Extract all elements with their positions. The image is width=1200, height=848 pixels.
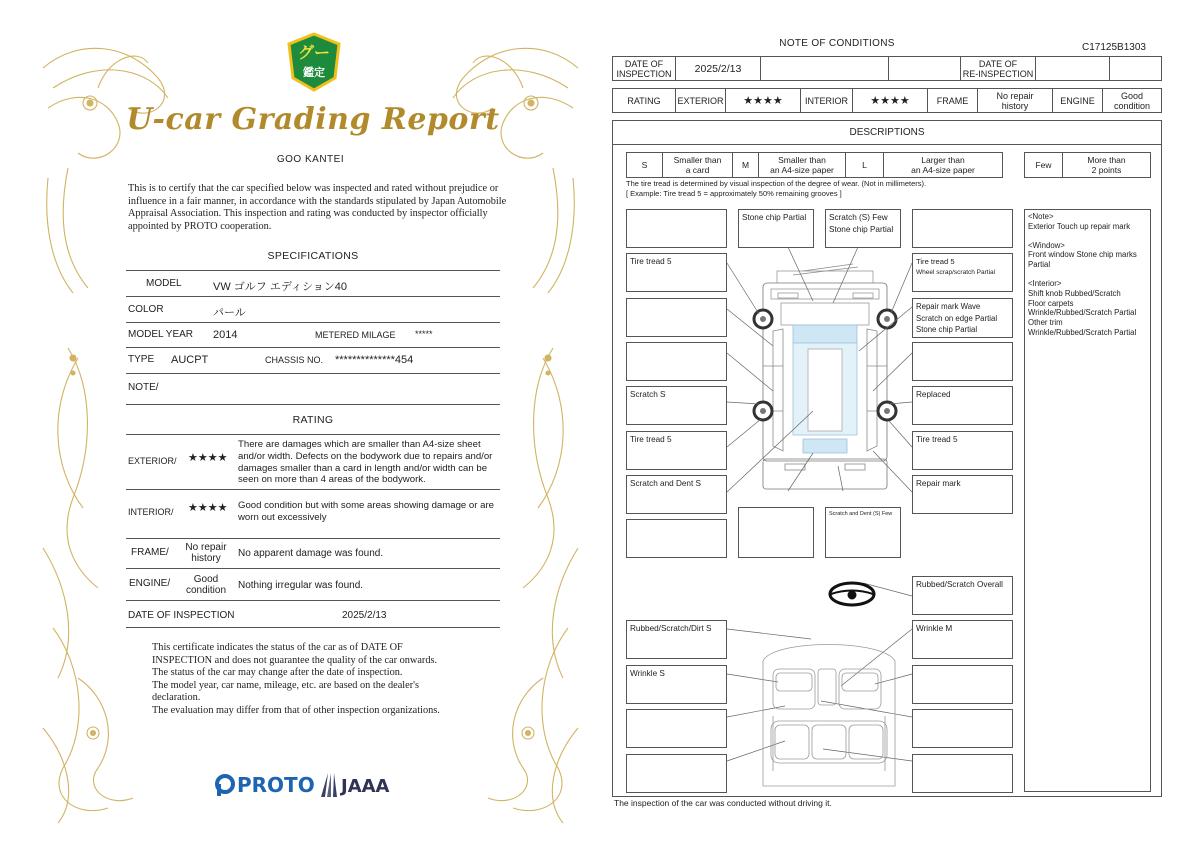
interior-line: Shift knob Rubbed/Scratch	[1028, 288, 1121, 298]
legend-l-desc: Larger than an A4-size paper	[884, 153, 1003, 178]
condition-box: Scratch (S) Few Stone chip Partial	[825, 209, 901, 248]
engine-label: ENGINE	[1053, 89, 1103, 113]
date-of-reinspection-value	[1036, 57, 1110, 81]
interior-label: INTERIOR	[801, 89, 853, 113]
frame-label: FRAME	[928, 89, 978, 113]
exterior-stars: ★★★★	[726, 89, 801, 113]
type-label: TYPE	[128, 354, 155, 365]
color-value: パール	[213, 307, 246, 319]
condition-box: Repair mark Wave Scratch on edge Partial Stone chip Partial	[912, 298, 1013, 338]
divider	[126, 296, 500, 297]
date-of-reinspection-label: DATE OF RE-INSPECTION	[961, 57, 1036, 81]
type-value: AUCPT	[171, 354, 209, 366]
date-of-inspection-value: 2025/2/13	[676, 57, 761, 81]
divider	[126, 373, 500, 374]
condition-box: Rubbed/Scratch/Dirt S	[626, 620, 727, 659]
badge-text: 鑑定	[303, 66, 325, 79]
engine-description: Nothing irregular was found.	[238, 580, 364, 591]
rating-table	[612, 88, 1162, 113]
disclaimer-text: This certificate indicates the status of the car as of DATE OF INSPECTION and does not guarantee the quality of the car onwards. The status of the car may change after the date of inspection. The model year, car name, mileage, etc. are based on the dealer's declaration. The evaluation may differ from that of other inspection organizations.	[152, 642, 440, 716]
condition-box: Tire tread 5	[912, 431, 1013, 470]
divider	[126, 568, 500, 569]
tire-icon	[754, 310, 896, 420]
legend-m: M	[733, 153, 759, 178]
frame-description: No apparent damage was found.	[238, 548, 384, 559]
frame-value: No repair history	[978, 89, 1053, 113]
window-line: Front window Stone chip marks Partial	[1028, 250, 1137, 270]
note-line: Exterior Touch up repair mark	[1028, 221, 1131, 231]
svg-text:PROTO: PROTO	[237, 773, 315, 797]
engine-label: ENGINE/	[129, 578, 171, 589]
interior-line: Wrinkle/Rubbed/Scratch Partial	[1028, 327, 1137, 337]
windshield-glass	[793, 325, 857, 343]
few-legend	[1024, 152, 1151, 178]
jaaa-logo-icon	[321, 773, 390, 797]
interior-header: <Interior>	[1028, 278, 1062, 288]
condition-box: Rubbed/Scratch Overall	[912, 576, 1013, 615]
date-of-inspection-value: 2025/2/13	[342, 610, 387, 621]
empty-cell	[761, 57, 889, 81]
inspection-date-table	[612, 56, 1162, 81]
exterior-label: EXTERIOR	[676, 89, 726, 113]
note-of-conditions	[612, 34, 1164, 814]
exterior-label: EXTERIOR/	[128, 456, 177, 466]
condition-box	[626, 754, 727, 793]
chassis-value: **************454	[335, 354, 414, 366]
divider	[126, 270, 500, 271]
condition-box: Tire tread 5	[626, 253, 727, 292]
empty-cell	[889, 57, 961, 81]
interior-label: INTERIOR/	[128, 507, 174, 517]
steering-wheel-icon	[830, 583, 874, 605]
chassis-label: CHASSIS NO.	[265, 355, 324, 365]
condition-box	[626, 209, 727, 248]
svg-text:グー: グー	[297, 43, 331, 62]
model-label: MODEL	[146, 278, 182, 289]
engine-value: Good condition	[1103, 89, 1162, 113]
condition-box	[912, 342, 1013, 381]
window-header: <Window>	[1028, 240, 1065, 250]
exterior-stars: ★★★★	[188, 452, 228, 464]
date-of-inspection-label: DATE OF INSPECTION	[613, 57, 676, 81]
interior-description: Good condition but with some areas showing damage or are worn out excessively	[238, 500, 494, 523]
exterior-description: There are damages which are smaller than A4-size sheet and/or width. Defects on the bodywork due to repairs and/or damages smaller than a card in length and/or width can be seen on more than 4 areas of the bodywork.	[238, 439, 493, 486]
model-year-label: MODEL YEAR	[128, 329, 194, 340]
certify-text: This is to certify that the car specified below was inspected and rated without prejudice or influence in a fair manner, in accordance with the standards stipulated by Japan Automobile Appraisal Association. This inspection and rating was conducted by inspector officially appointed by PROTO cooperation.	[128, 183, 507, 232]
divider	[126, 404, 500, 405]
report-subtitle: GOO KANTEI	[276, 154, 345, 165]
condition-box: Wrinkle M	[912, 620, 1013, 659]
model-year-value: 2014	[213, 329, 238, 341]
center-panel	[808, 349, 842, 431]
interior-line: Floor carpets	[1028, 298, 1074, 308]
legend-few-desc: More than 2 points	[1063, 153, 1151, 178]
rear-glass	[803, 439, 847, 453]
condition-box	[626, 709, 727, 748]
roof-glass	[793, 343, 857, 435]
divider	[126, 434, 500, 435]
proto-logo-icon	[217, 773, 315, 797]
condition-box	[912, 665, 1013, 704]
condition-box: Scratch S	[626, 386, 727, 425]
svg-text:JAAA: JAAA	[341, 776, 390, 797]
note-label: NOTE/	[128, 382, 159, 393]
condition-box	[626, 342, 727, 381]
legend-l: L	[846, 153, 884, 178]
goo-kantei-badge-icon	[285, 32, 343, 92]
condition-box	[912, 754, 1013, 793]
legend-s-desc: Smaller than a card	[663, 153, 733, 178]
legend-few: Few	[1025, 153, 1063, 178]
conditions-title: NOTE OF CONDITIONS	[779, 38, 895, 49]
condition-box: Tire tread 5	[626, 431, 727, 470]
frame-value: No repair history	[185, 542, 227, 564]
condition-box: Repair mark	[912, 475, 1013, 514]
legend-m-desc: Smaller than an A4-size paper	[759, 153, 846, 178]
interior-line: Wrinkle/Rubbed/Scratch Partial	[1028, 308, 1137, 318]
color-label: COLOR	[128, 304, 164, 315]
report-title: U-car Grading Report	[126, 102, 500, 137]
interior-stars: ★★★★	[853, 89, 928, 113]
note-header: <Note>	[1028, 212, 1054, 221]
mileage-label: METERED MILAGE	[315, 330, 396, 340]
empty-cell	[1110, 57, 1162, 81]
specifications-heading: SPECIFICATIONS	[267, 250, 359, 262]
model-value: VW ゴルフ エディション40	[213, 281, 347, 293]
report-id: C17125B1303	[1082, 42, 1146, 53]
condition-box: Tire tread 5 Wheel scrap/scratch Partial	[912, 253, 1013, 292]
interior-line: Other trim	[1028, 318, 1063, 328]
condition-box	[626, 519, 727, 558]
condition-box: Scratch and Dent S	[626, 475, 727, 514]
condition-box	[626, 298, 727, 337]
mileage-value: *****	[415, 329, 433, 339]
condition-box: Wrinkle S	[626, 665, 727, 704]
size-legend	[626, 152, 1003, 178]
condition-box: Replaced	[912, 386, 1013, 425]
frame-label: FRAME/	[131, 547, 169, 558]
divider	[126, 347, 500, 348]
grading-certificate	[38, 28, 583, 828]
engine-value: Good condition	[185, 574, 227, 596]
divider	[126, 489, 500, 490]
rating-heading: RATING	[292, 414, 334, 426]
divider	[126, 538, 500, 539]
tire-tread-note: The tire tread is determined by visual inspection of the degree of wear. (Not in millimeters). [ Example: Tire tread 5 = approximately 50% remaining grooves ]	[626, 179, 927, 198]
condition-box: Stone chip Partial	[738, 209, 814, 248]
divider	[126, 600, 500, 601]
rating-label: RATING	[613, 89, 676, 113]
condition-box	[738, 507, 814, 558]
condition-box	[912, 709, 1013, 748]
notes-panel	[1024, 209, 1151, 792]
proto-jaaa-logos	[213, 770, 413, 800]
divider	[126, 627, 500, 628]
date-of-inspection-label: DATE OF INSPECTION	[128, 610, 235, 621]
divider	[126, 322, 500, 323]
condition-box: Scratch and Dent (S) Few	[825, 507, 901, 558]
footer-note: The inspection of the car was conducted without driving it.	[614, 798, 832, 808]
descriptions-heading: DESCRIPTIONS	[613, 121, 1161, 145]
legend-s: S	[627, 153, 663, 178]
descriptions-panel	[612, 120, 1162, 797]
condition-box	[912, 209, 1013, 248]
interior-stars: ★★★★	[188, 502, 228, 514]
